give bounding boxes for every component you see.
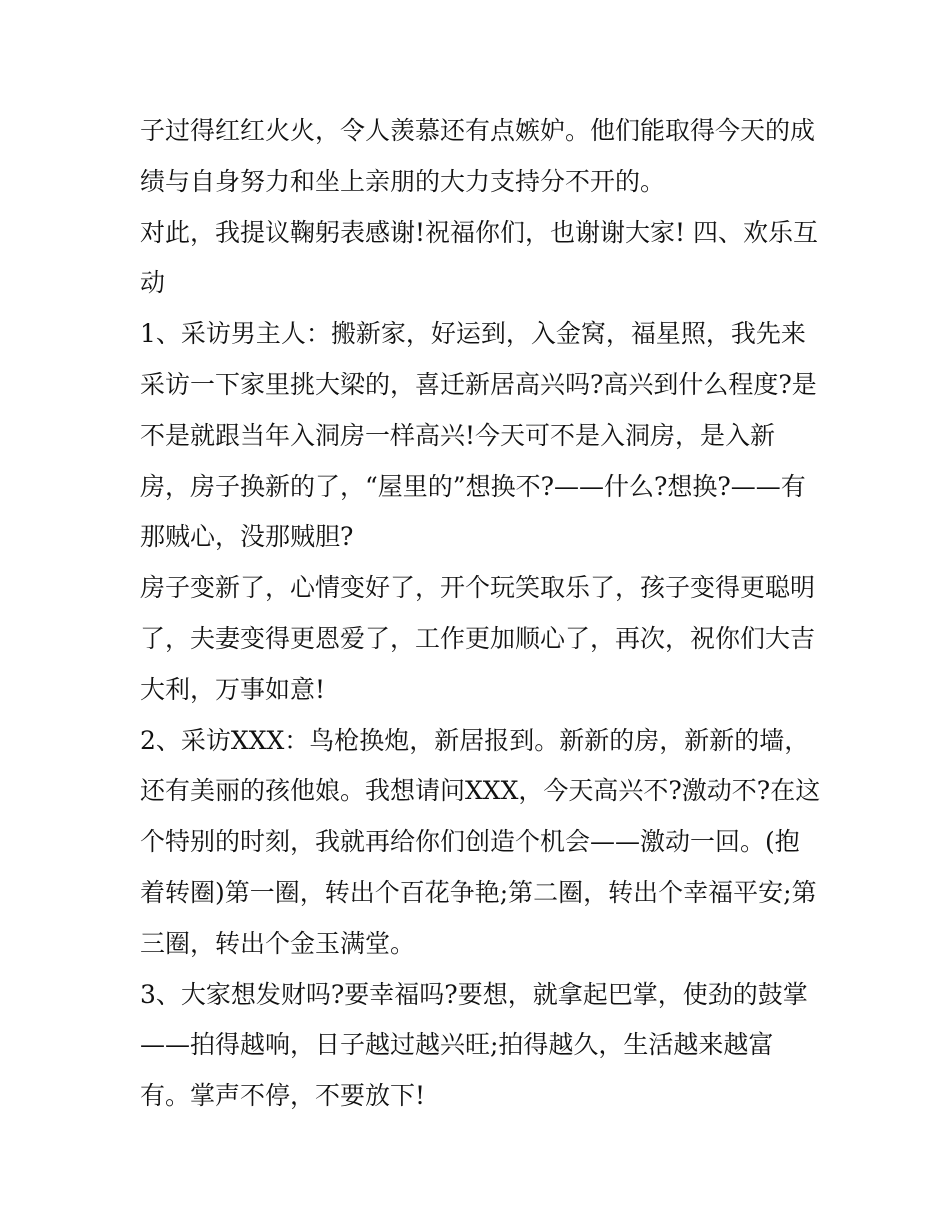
text-line: 不是就跟当年入洞房一样高兴!今天可不是入洞房，是入新 (140, 420, 776, 450)
text-line: 还有美丽的孩他娘。我想请问XXX，今天高兴不?激动不?在这 (140, 776, 821, 806)
text-line: 房，房子换新的了，“屋里的”想换不?——什么?想换?——有 (140, 471, 806, 501)
text-line: 动 (140, 268, 166, 298)
text-line: 个特别的时刻，我就再给你们创造个机会——激动一回。(抱 (140, 827, 800, 857)
text-line: 子过得红红火火，令人羡慕还有点嫉妒。他们能取得今天的成 (140, 116, 816, 145)
paragraph-2 (140, 208, 820, 310)
paragraph-1 (140, 106, 820, 208)
text-line: 采访一下家里挑大梁的，喜迁新居高兴吗?高兴到什么程度?是 (140, 369, 817, 399)
paragraph-6 (140, 970, 820, 1122)
text-line: 2、采访XXX：鸟枪换炮，新居报到。新新的房，新新的墙， (140, 725, 810, 755)
paragraph-3 (140, 309, 820, 563)
paragraph-4 (140, 563, 820, 715)
text-line: 大利，万事如意! (140, 674, 326, 704)
text-line: 房子变新了，心情变好了，开个玩笑取乐了，孩子变得更聪明 (140, 573, 816, 603)
paragraph-5 (140, 716, 820, 970)
text-line: ——拍得越响，日子越过越兴旺;拍得越久，生活越来越富 (140, 1030, 774, 1060)
text-line: 了，夫妻变得更恩爱了，工作更加顺心了，再次，祝你们大吉 (140, 623, 816, 653)
text-line: 三圈，转出个金玉满堂。 (140, 928, 416, 958)
document-body (140, 106, 820, 1122)
text-line: 3、大家想发财吗?要幸福吗?要想，就拿起巴掌，使劲的鼓掌 (140, 979, 808, 1009)
text-line: 1、采访男主人：搬新家，好运到，入金窝，福星照，我先来 (140, 319, 806, 349)
text-line: 有。掌声不停，不要放下! (140, 1081, 426, 1111)
text-line: 着转圈)第一圈，转出个百花争艳;第二圈，转出个幸福平安;第 (140, 877, 817, 907)
text-line: 对此，我提议鞠躬表感谢!祝福你们，也谢谢大家! 四、欢乐互 (140, 217, 819, 247)
text-line: 绩与自身努力和坐上亲朋的大力支持分不开的。 (140, 166, 666, 196)
text-line: 那贼心，没那贼胆? (140, 522, 354, 552)
